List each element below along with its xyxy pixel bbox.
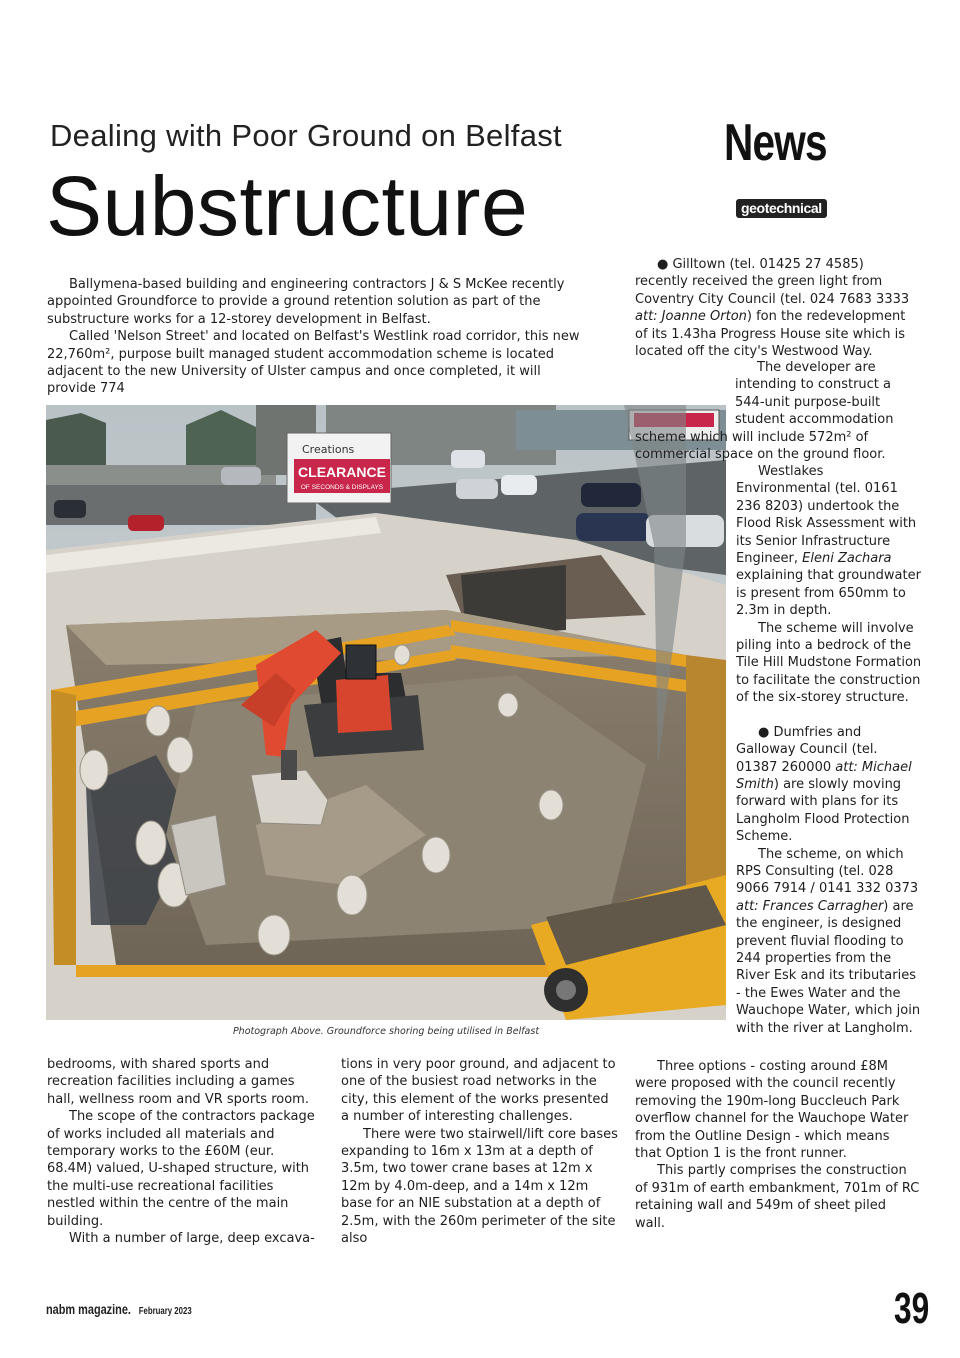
gilltown-contact: att: Joanne Orton: [635, 309, 747, 325]
article-column-2: [341, 1056, 619, 1247]
col1-paragraph-3: With a number of large, deep excava-: [69, 1231, 315, 1247]
section-label: News: [724, 114, 827, 172]
intro-paragraph-1: Ballymena-based building and engineering contractors J & S McKee recently appointed Groundforce to provide a ground retention solution as part of the substructure works for a 12-storey development in Belfast.: [47, 277, 565, 327]
site-photograph: [46, 405, 726, 1020]
gilltown-paragraph-2: [635, 359, 920, 463]
col1-paragraph-2: The scope of the contractors package of works included all materials and temporary works to the £60M (eur. 68.4M) valued, U-shaped structure, with the multi-use recreational facilities nestled within the centre of the main building.: [47, 1109, 315, 1229]
text-wrap-spacer: [635, 359, 735, 417]
footer-masthead: [46, 1301, 192, 1317]
article-kicker: Dealing with Poor Ground on Belfast: [50, 118, 562, 153]
gilltown-paragraph-3: [736, 463, 922, 620]
dumfries-p2-a: The scheme, on which RPS Consulting (tel. 028 9066 7914 / 0141 332 0373: [736, 846, 919, 897]
col2-paragraph-2: There were two stairwell/lift core bases expanding to 16m x 13m at a depth of 3.5m, two tower crane bases at 12m x 12m by 4.0m-deep, and a 14m x 12m base for an NIE substation at a depth of 2.5m, with the 260m perimeter of the site also: [341, 1126, 618, 1247]
excavation-photo-illustration: [46, 405, 726, 1020]
news-item-gilltown-side: [736, 463, 922, 1037]
dumfries-p1-a: Dumfries and Galloway Council (tel. 01387 260000: [736, 724, 878, 775]
dumfries-paragraph-4: This partly comprises the construction of 931m of earth embankment, 701m of RC retaining wall and 549m of sheet piled wall.: [635, 1163, 920, 1231]
dumfries-p1-b: ) are slowly moving forward with plans for its Langholm Flood Protection Scheme.: [736, 776, 910, 845]
paragraph-gap: [736, 707, 922, 724]
news-item-gilltown: [635, 256, 920, 360]
news-item-dumfries-continued: [635, 1058, 920, 1232]
section-tag: geotechnical: [736, 199, 827, 218]
article-column-1: [47, 1056, 319, 1247]
gilltown-p2-text: The developer are intending to construct a 544-unit purpose-built student accommodation scheme which will include 572m² of commercial space on the ground floor.: [635, 360, 894, 463]
footer-magazine-name: nabm magazine.: [46, 1301, 131, 1317]
dumfries-paragraph-1: [736, 724, 922, 846]
dumfries-p2-b: ) are the engineer, is designed prevent fluvial flooding to 244 properties from the River Esk and its tributaries - the Ewes Water and the Wauchope Water, which join with the river at Langholm.: [736, 898, 921, 1036]
gilltown-engineer-name: Eleni Zachara: [802, 551, 892, 567]
sign-clearance-text: CLEARANCE: [298, 464, 386, 480]
article-headline: Substructure: [46, 159, 529, 253]
dumfries-engineer-contact: att: Frances Carragher: [736, 898, 884, 914]
dumfries-paragraph-3: Three options - costing around £8M were proposed with the council recently removing the 190m-long Buccleuch Park overflow channel for the Wauchope Water from the Outline Design - which means that Option 1 is the front runner.: [635, 1059, 909, 1162]
gilltown-p3-b: explaining that groundwater is present from 650mm to 2.3m in depth.: [736, 568, 921, 619]
dumfries-contact: att: Michael Smith: [736, 759, 912, 792]
bullet-icon: ●: [657, 257, 669, 272]
article-intro: [47, 276, 593, 398]
gilltown-p3-a: Westlakes Environmental (tel. 0161 236 8203) undertook the Flood Risk Assessment with its Senior Infrastructure Engineer,: [736, 464, 917, 567]
intro-paragraph-2: Called 'Nelson Street' and located on Belfast's Westlink road corridor, this new 22,760m², purpose built managed student accommodation scheme is located adjacent to the new University of Ulster campus and once completed, it will provide 774: [47, 329, 580, 397]
bullet-icon: ●: [758, 724, 770, 740]
gilltown-paragraph-4: The scheme will involve piling into a bedrock of the Tile Hill Mudstone Formation to facilitate the construction of the six-storey structure.: [736, 620, 922, 706]
col2-paragraph-1: tions in very poor ground, and adjacent to one of the busiest road networks in the city, this element of the works presented a number of interesting challenges.: [341, 1057, 616, 1125]
gilltown-text-a: Gilltown (tel. 01425 27 4585) recently received the green light from Coventry City Council (tel. 024 7683 3333: [635, 257, 910, 307]
page-number: 39: [894, 1284, 930, 1333]
sign-creations-text: Creations: [302, 443, 355, 456]
gilltown-paragraph-1: [635, 256, 920, 360]
photo-caption: Photograph Above. Groundforce shoring being utilised in Belfast: [232, 1026, 540, 1037]
footer-date: February 2023: [138, 1306, 192, 1317]
dumfries-paragraph-2: [736, 846, 922, 1037]
sign-sub-text: OF SECONDS & DISPLAYS: [300, 484, 384, 491]
gilltown-text-b: ) fon the redevelopment of its 1.43ha Progress House site which is located off the city's Westwood Way.: [635, 309, 906, 360]
news-item-gilltown-continued: [635, 359, 920, 463]
col1-paragraph-1: bedrooms, with shared sports and recreation facilities including a games hall, wellness room and VR sports room.: [47, 1057, 309, 1107]
